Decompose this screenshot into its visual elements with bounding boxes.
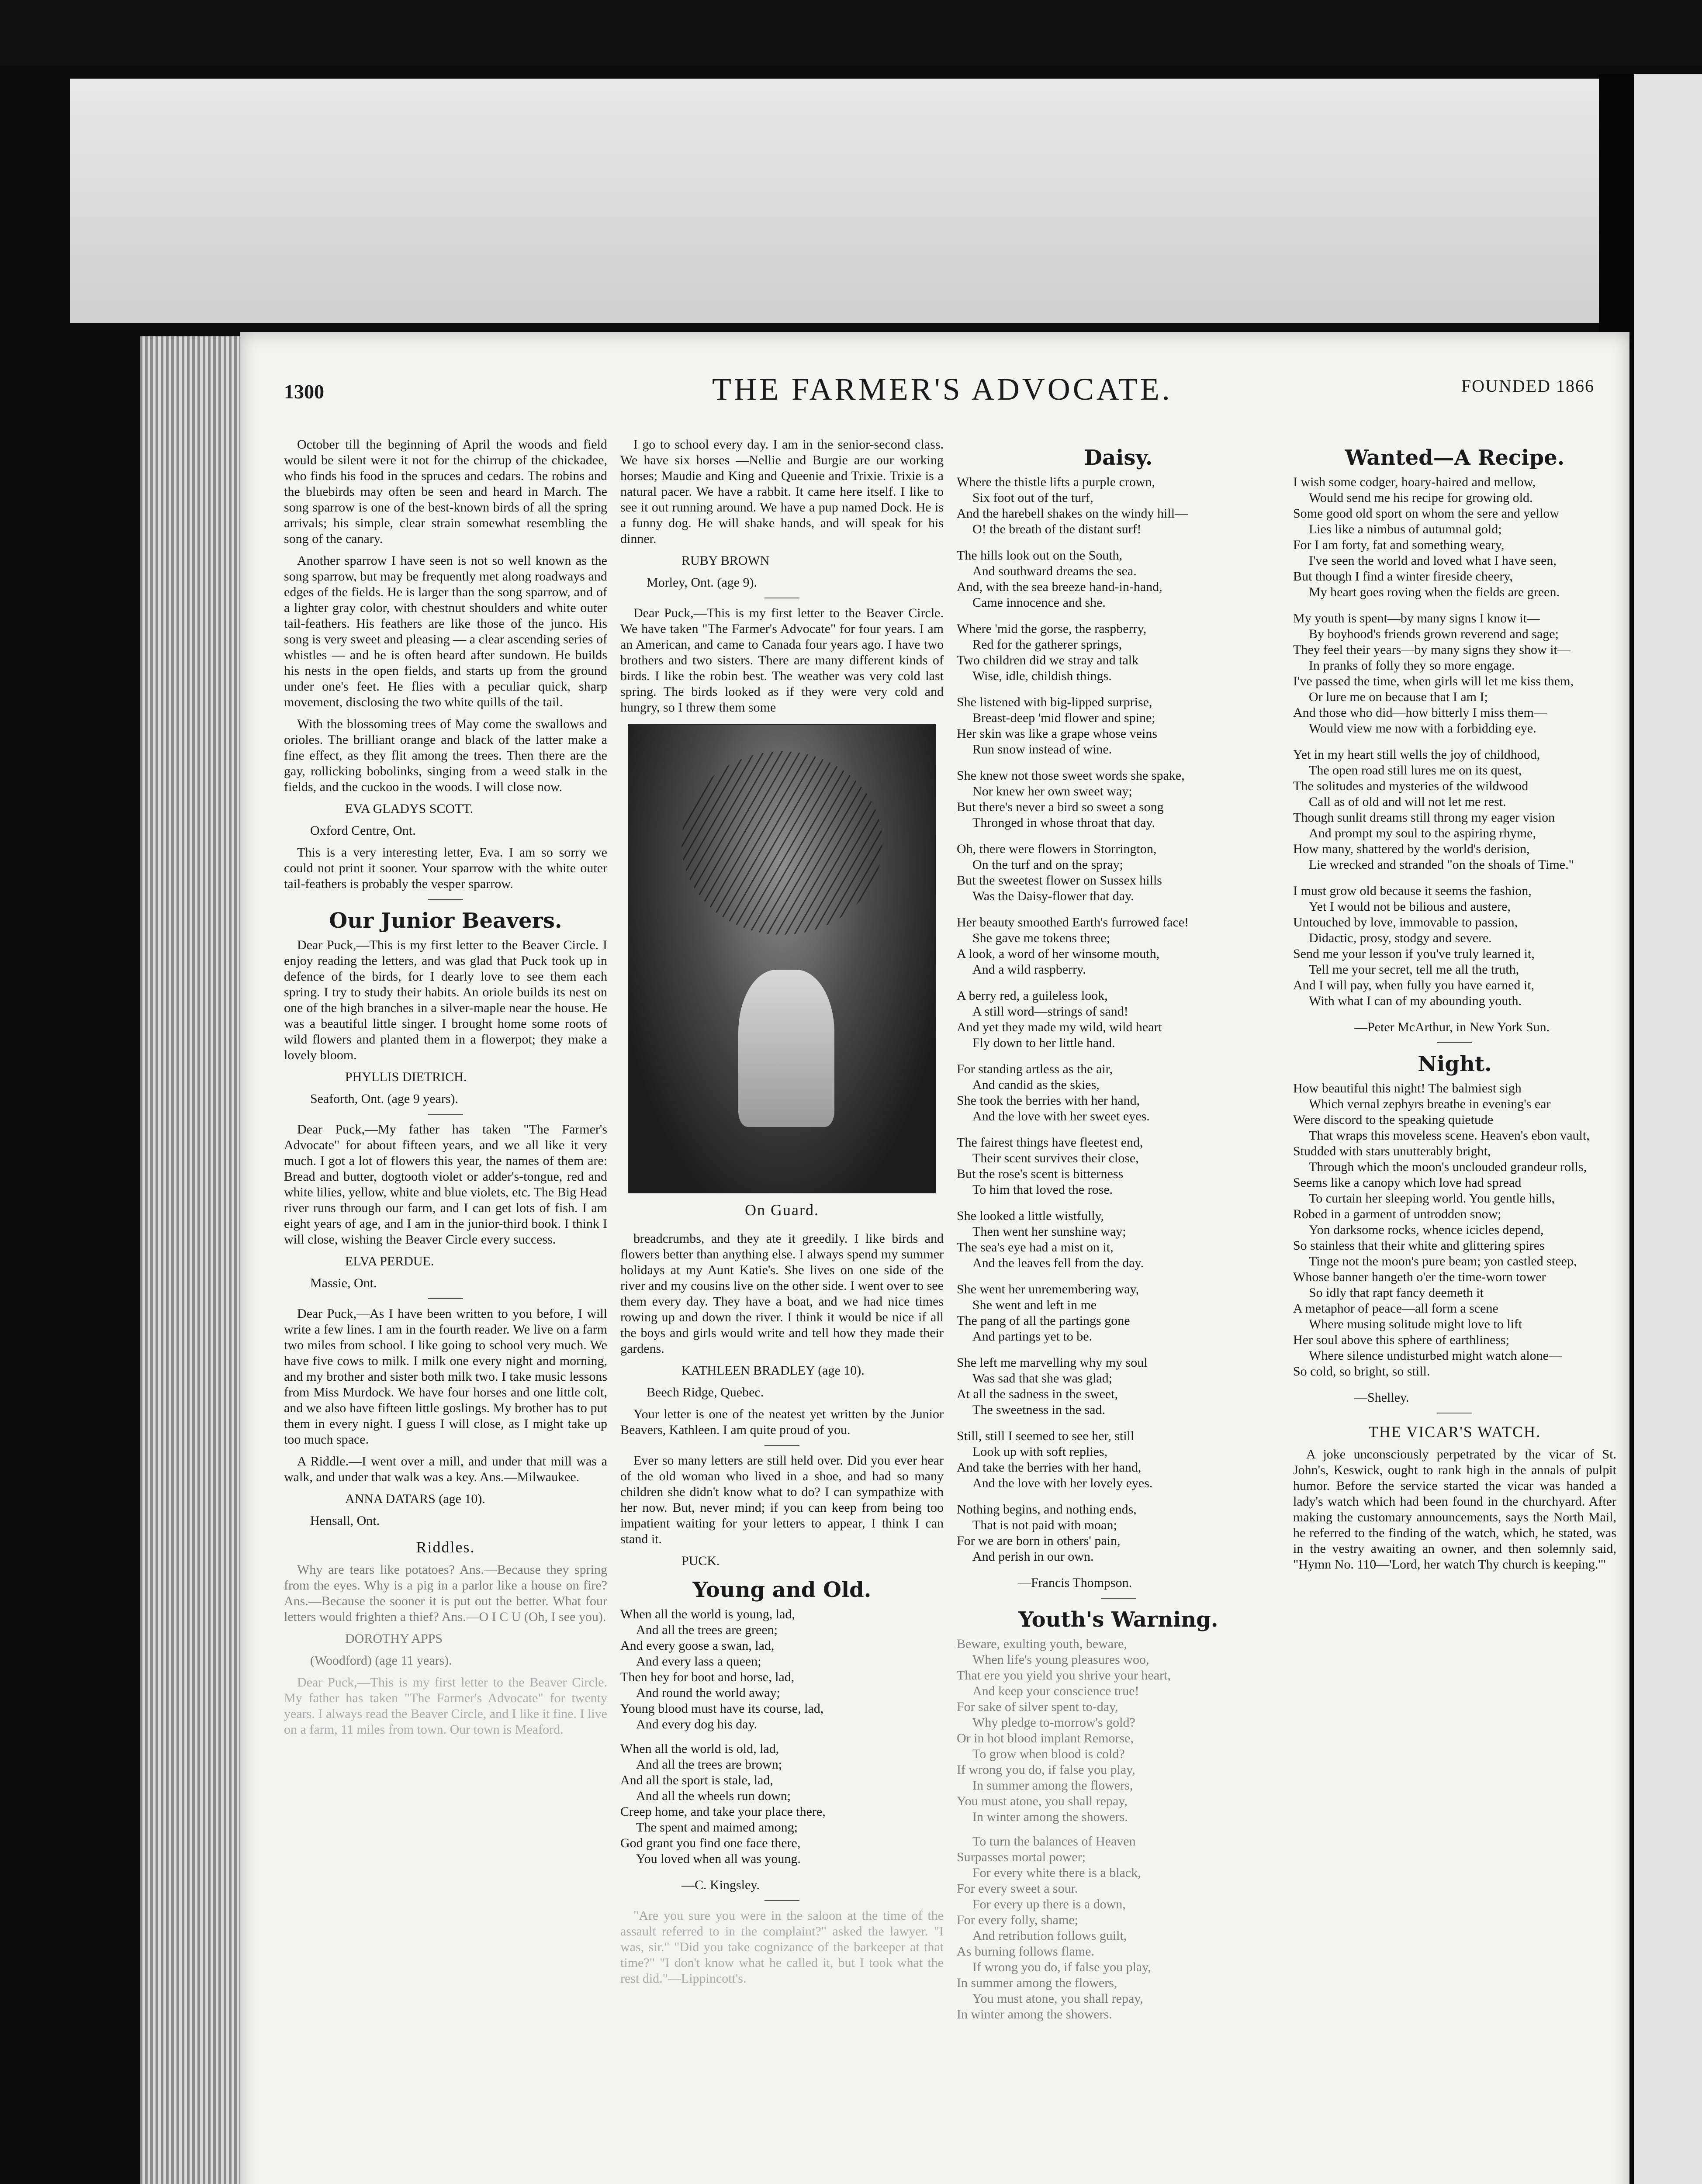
poem-line: Where the thistle lifts a purple crown, [957,475,1155,489]
poem-author: —Francis Thompson. [1018,1576,1132,1590]
poem-line: And a wild raspberry. [972,962,1086,977]
poem-line: Look up with soft replies, [972,1444,1108,1459]
poem-line: Then hey for boot and horse, lad, [620,1670,795,1684]
stanza [957,988,1280,1051]
poem-line: That is not paid with moan; [972,1518,1117,1532]
signature: PHYLLIS DIETRICH. [345,1070,467,1084]
stanza [957,695,1280,757]
stanza [957,548,1280,611]
stanza [957,1282,1280,1344]
poem-line: Where 'mid the gorse, the raspberry, [957,622,1147,636]
signature: KATHLEEN BRADLEY (age 10). [681,1363,865,1378]
poem-line: Wise, idle, childish things. [972,669,1112,683]
letter: I go to school every day. I am in the senior-second class. We have six horses —Nellie and Burgie are our working horses; Maudie and King and Queenie and Trixie. Trixie is a natural pacer. We have a rabbit. It came here itself. I like to see it out running around. We have a pup named Dock. He is a funny dog. He will shake hands, and will speak for his dinner. [620,437,944,546]
poem-line: Would send me his recipe for growing old. [1309,491,1533,505]
tree-image [681,751,882,935]
poem-line: Beware, exulting youth, beware, [957,1637,1127,1651]
poem-line: Yet in my heart still wells the joy of childhood, [1293,747,1540,762]
poem-line: Two children did we stray and talk [957,653,1139,667]
poem-line: Call as of old and will not let me rest. [1309,795,1506,809]
stanza-gap [957,1825,1280,1834]
poem-line: She left me marvelling why my soul [957,1355,1148,1370]
poem-line: How many, shattered by the world's derision, [1293,842,1530,856]
poem-line: Send me your lesson if you've truly learned it, [1293,947,1535,961]
poem-line: And partings yet to be. [972,1329,1093,1344]
poem-line: They feel their years—by many signs they show it— [1293,643,1571,657]
column-2 [620,437,944,1993]
poem-line: And the harebell shakes on the windy hill— [957,506,1188,521]
location: Oxford Centre, Ont. [310,823,416,838]
poem-line: For every folly, shame; [957,1913,1078,1927]
riddles-heading: Riddles. [416,1538,475,1556]
poem-line: Though sunlit dreams still throng my eager vision [1293,810,1555,825]
poem-line: A look, a word of her winsome mouth, [957,947,1160,961]
letter: Dear Puck,—As I have been written to you before, I will write a few lines. I am in the fourth reader. We live on a farm two miles from school. I like going to school very much. We have five cows to milk. I milk one every night and morning, and my brother and sister both milk two. I take music lessons from Miss Murdock. We have four horses and one little colt, and we also have fifteen little goslings. My brother has to put them in every night. I guess I will close, as I might take up too much space. [284,1306,607,1447]
page-header [284,371,1595,411]
poem-line: Thronged in whose throat that day. [972,816,1155,830]
poem-line: Red for the gatherer springs, [972,637,1122,652]
poem-line: And southward dreams the sea. [972,564,1137,578]
poem-line: Seems like a canopy which love had spread [1293,1175,1522,1190]
poem-author: —Peter McArthur, in New York Sun. [1354,1020,1550,1034]
poem-line: And all the wheels run down; [636,1789,791,1803]
poem-line: The sweetness in the sad. [972,1403,1106,1417]
poem-title: Wanted—A Recipe. [1345,446,1565,470]
poem-line: Nothing begins, and nothing ends, [957,1502,1137,1517]
poem-line: Through which the moon's unclouded grandeur rolls, [1309,1160,1587,1174]
poem-line: Where silence undisturbed might watch alone— [1309,1348,1562,1363]
poem [1293,1081,1616,1379]
poem-line: For sake of silver spent to-day, [957,1700,1118,1714]
poem-line: She knew not those sweet words she spake, [957,768,1185,783]
poem-line: Her skin was like a grape whose veins [957,726,1158,741]
poem-line: Would view me now with a forbidding eye. [1309,721,1536,736]
poem-author: —Shelley. [1354,1390,1409,1405]
poem-line: Untouched by love, immovable to passion, [1293,915,1518,930]
poem-line: Some good old sport on whom the sere and yellow [1293,506,1560,521]
poem-line: Young blood must have its course, lad, [620,1701,824,1716]
poem-line: Creep home, and take your place there, [620,1804,826,1819]
editor-note: Ever so many letters are still held over. Did you ever hear of the old woman who lived in a shoe, and had so many children she didn't know what to do? I can sympathize with her now. But, never mind; if you can keep from being too impatient waiting for your letters to appear, I think I can stand it. [620,1453,944,1546]
poem-line: I've passed the time, when girls will let me kiss them, [1293,674,1574,688]
poem-line: And those who did—how bitterly I miss them— [1293,705,1547,720]
article-paragraph: A joke unconsciously perpetrated by the vicar of St. John's, Keswick, ought to rank high in the annals of pulpit humor. Before the service started the vicar was handed a lady's watch which had been found in the churchyard. After making the customary announcements, says the North Mail, he referred to the finding of the watch, which, he stated, was in the vestry awaiting an owner, and then solemnly said, "Hymn No. 110—'Lord, her watch Thy church is keeping.'" [1293,1447,1616,1572]
poem-line: A berry red, a guileless look, [957,988,1108,1003]
stanza [1293,1081,1616,1379]
divider [765,1445,799,1446]
poem-line: And all the trees are brown; [636,1757,782,1772]
poem-line: The fairest things have fleetest end, [957,1135,1143,1150]
poem-line: I've seen the world and loved what I have seen, [1309,553,1557,568]
stanza [957,1208,1280,1271]
poem-line: And all the trees are green; [636,1623,778,1637]
stanza [957,915,1280,978]
poem-line: She gave me tokens three; [972,931,1110,945]
poem-line: I must grow old because it seems the fashion, [1293,884,1532,898]
poem-line: But the sweetest flower on Sussex hills [957,873,1162,888]
poem-line: And every dog his day. [636,1717,758,1731]
stanza [957,1135,1280,1198]
poem-line: She listened with big-lipped surprise, [957,695,1152,709]
poem-line: In winter among the showers. [972,1810,1128,1824]
stanza [957,1428,1280,1491]
poem-line: For every sweet a sour. [957,1881,1078,1896]
poem-title: Night. [1418,1052,1492,1076]
poem-line: Whose banner hangeth o'er the time-worn tower [1293,1270,1546,1284]
location: Morley, Ont. (age 9). [647,575,757,590]
poem-line: Or lure me on because that I am I; [1309,690,1488,704]
poem-line: So idly that rapt fancy deemeth it [1309,1286,1484,1300]
poem-line: And the love with her lovely eyes. [972,1476,1153,1490]
stanza [957,474,1280,537]
poem-line: And all the sport is stale, lad, [620,1773,773,1787]
newspaper-page [240,332,1629,2184]
stanza [957,621,1280,684]
poem-line: If wrong you do, if false you play, [957,1762,1135,1777]
poem-line: And every lass a queen; [636,1654,761,1669]
poem-title: Youth's Warning. [1018,1607,1218,1632]
child-figure-image [738,970,834,1127]
adjacent-page-edge [1634,74,1702,2184]
poem-line: The pang of all the partings gone [957,1313,1130,1328]
poem-line: To him that loved the rose. [972,1182,1113,1197]
poem-line: For we are born in others' pain, [957,1534,1121,1548]
anecdote: "Are you sure you were in the saloon at the time of the assault referred to in the complaint?" asked the lawyer. "I was, sir." "Did you take cognizance of the barkeeper at that time?" "I don't know what he called it, but I took what the rest did."—Lippincott's. [620,1908,944,1986]
poem-line: And retribution follows guilt, [972,1928,1127,1943]
poem-line: And prompt my soul to the aspiring rhyme, [1309,826,1536,840]
letter: Dear Puck,—This is my first letter to the Beaver Circle. My father has taken "The Farmer's Advocate" for twenty years. I always read the Beaver Circle, and I like it fine. I live on a farm, 11 miles from town. Our town is Meaford. [284,1675,607,1737]
poem-line: If wrong you do, if false you play, [972,1960,1151,1974]
poem-line: But the rose's scent is bitterness [957,1167,1124,1181]
stanza [1293,474,1616,600]
location: Beech Ridge, Quebec. [647,1385,764,1400]
poem-line: Were discord to the speaking quietude [1293,1113,1494,1127]
poem-line: How beautiful this night! The balmiest sigh [1293,1081,1522,1095]
poem-line: My youth is spent—by many signs I know it— [1293,611,1540,625]
poem-line: Her beauty smoothed Earth's furrowed face! [957,915,1189,930]
article-paragraph: October till the beginning of April the woods and field would be silent were it not for the chirrup of the chickadee, who finds his food in the spruces and cedars. The robins and the bluebirds may often be seen and heard in March. The song sparrow is one of the best-known birds of all the spring arrivals; his simple, clear strain somewhat resembling the song of the canary. [284,437,607,546]
poem-line: In winter among the showers. [957,2007,1112,2022]
location: Massie, Ont. [310,1276,377,1290]
poem-line: Where musing solitude might love to lift [1309,1317,1522,1331]
poem-line: You loved when all was young. [636,1852,801,1866]
poem-line: For every up there is a down, [972,1897,1126,1911]
poem-line: And every goose a swan, lad, [620,1638,775,1653]
riddles-text: Why are tears like potatoes? Ans.—Because they spring from the eyes. Why is a pig in a parlor like a house on fire? Ans.—Because the sooner it is put out the better. What four letters would frighten a thief? Ans.—O I C U (Oh, I see you). [284,1562,607,1624]
poem-line: And take the berries with her hand, [957,1460,1142,1475]
poem [620,1607,944,1867]
poem-line: But though I find a winter fireside cheery, [1293,569,1513,584]
poem-line: So cold, so bright, so still. [1293,1364,1430,1379]
poem-line: But there's never a bird so sweet a song [957,800,1164,814]
poem-line: By boyhood's friends grown reverend and sage; [1309,627,1559,641]
poem-line: Surpasses mortal power; [957,1850,1086,1864]
photograph [628,724,936,1193]
signature: EVA GLADYS SCOTT. [345,802,474,816]
article-paragraph: Another sparrow I have seen is not so well known as the song sparrow, but may be frequently met along roadways and edges of the fields. He is larger than the song sparrow, and of a lighter gray color, with chestnut shoulders and white outer tail-feathers. His feathers are like those of the junco. His song is very sweet and pleasing — a clear ascending series of whistles — and he is often heard after sundown. He builds his nests in the open fields, and starts up from the ground under one's feet. He flies with a peculiar quick, sharp movement, disclosing the two white quills of the tail. [284,553,607,709]
editor-reply: This is a very interesting letter, Eva. I am so sorry we could not print it sooner. Your sparrow with the white outer tail-feathers is probably the vesper sparrow. [284,845,607,891]
poem-line: O! the breath of the distant surf! [972,522,1142,536]
divider [1437,1042,1472,1043]
location: Seaforth, Ont. (age 9 years). [310,1092,459,1106]
poem-line: Then went her sunshine way; [972,1224,1126,1239]
riddle: A Riddle.—I went over a mill, and under that mill was a walk, and under that walk was a key. Ans.—Milwaukee. [284,1454,607,1484]
poem-line: Run snow instead of wine. [972,742,1112,757]
poem-line: The hills look out on the South, [957,548,1123,563]
poem-line: Tell me your secret, tell me all the truth, [1309,962,1519,977]
poem-line: And perish in our own. [972,1549,1094,1564]
signature: PUCK. [681,1554,720,1568]
stanza [957,1355,1280,1418]
poem-line: Still, still I seemed to see her, still [957,1429,1135,1443]
poem [1293,474,1616,1009]
poem-line: My heart goes roving when the fields are green. [1309,585,1560,599]
poem-line: She went and left in me [972,1298,1097,1312]
poem-line: When all the world is old, lad, [620,1742,779,1756]
stanza [957,841,1280,904]
poem-line: Yon darksome rocks, whence icicles depend, [1309,1223,1544,1237]
poem-line: Six foot out of the turf, [972,491,1093,505]
poem-line: You must atone, you shall repay, [972,1991,1143,2006]
article-paragraph: With the blossoming trees of May come the swallows and orioles. The brilliant orange and black of the latter make a fine effect, as they flit among the trees. Then there are the gay, rollicking bobolinks, singing from a weed stalk in the fields, and the cuckoo in the woods. I will close now. [284,717,607,794]
poem-line: Their scent survives their close, [972,1151,1139,1165]
poem-line: In summer among the flowers, [972,1778,1133,1793]
poem-line: And the leaves fell from the day. [972,1256,1144,1270]
poem-line: As burning follows flame. [957,1944,1094,1959]
divider [428,1298,463,1299]
poem-line: The spent and maimed among; [636,1820,798,1835]
poem-line: Oh, there were flowers in Storrington, [957,842,1157,856]
poem-line: Nor knew her own sweet way; [972,784,1132,798]
stanza [1293,611,1616,736]
founded-label: FOUNDED 1866 [1461,376,1595,396]
location: Hensall, Ont. [310,1514,380,1528]
poem-line: To curtain her sleeping world. You gentle hills, [1309,1191,1555,1206]
poem-line: For standing artless as the air, [957,1062,1113,1076]
letter: breadcrumbs, and they ate it greedily. I like birds and flowers better than anything else. I always spend my summer holidays at my Aunt Katie's. She lives on one side of the river and my cousins live on the other side. I went over to see them every day. They have a boat, and we had nice times rowing up and down the river. I think it would be nice if all the boys and girls would write and tell how they made their gardens. [620,1231,944,1356]
poem-line: So stainless that their white and glittering spires [1293,1238,1545,1253]
location: (Woodford) (age 11 years). [310,1653,452,1668]
poem-line: Yet I would not be bilious and austere, [1309,899,1511,914]
column-4 [1293,437,1616,1579]
poem-line: The solitudes and mysteries of the wildwood [1293,779,1529,793]
poem-line: God grant you find one face there, [620,1836,801,1850]
letter: Dear Puck,—This is my first letter to the Beaver Circle. I enjoy reading the letters, and was glad that Puck took up in defence of the birds, for I dearly love to see them each spring. I try to study their habits. An oriole builds its nest on one of the high branches in a silver-maple near the house. He was a beautiful little singer. I brought home some roots of wild flowers and planted them in a flowerpot; they make a lovely bloom. [284,938,607,1062]
stanza [1293,883,1616,1009]
poem-line: And round the world away; [636,1686,780,1700]
stanza [1293,747,1616,873]
stanza [957,768,1280,831]
masthead-title: THE FARMER'S ADVOCATE. [712,372,1173,407]
poem-author: —C. Kingsley. [681,1878,760,1892]
letter: Dear Puck,—This is my first letter to the Beaver Circle. We have taken "The Farmer's Advocate" for four years. I am an American, and came to Canada four years ago. I have two brothers and two sisters. There are many different kinds of birds. I like the robin best. The weather was very cold last spring. The birds looked as if they were very cold and hungry, so I threw them some [620,606,944,715]
poem-line: For every white there is a black, [972,1866,1141,1880]
film-edge [0,0,1702,66]
poem-line: Lie wrecked and stranded "on the shoals of Time." [1309,857,1574,872]
column-3 [957,437,1280,2033]
signature: RUBY BROWN [681,553,770,568]
poem-line: And candid as the skies, [972,1078,1100,1092]
poem-line: The sea's eye had a mist on it, [957,1240,1114,1254]
poem-line: Why pledge to-morrow's gold? [972,1715,1135,1730]
poem-line: You must atone, you shall repay, [957,1794,1128,1808]
photo-caption: On Guard. [745,1201,819,1219]
poem-line: That wraps this moveless scene. Heaven's ebon vault, [1309,1128,1590,1143]
poem [957,474,1280,1565]
stanza [957,1061,1280,1124]
poem-line: At all the sadness in the sweet, [957,1387,1118,1401]
poem-line: For I am forty, fat and something weary, [1293,538,1505,552]
poem-line: She went her unremembering way, [957,1282,1139,1296]
page-number: 1300 [284,380,324,403]
poem [957,1636,1280,2022]
poem-line: She took the berries with her hand, [957,1093,1140,1108]
poem-line: And, with the sea breeze hand-in-hand, [957,580,1162,594]
poem-line: Lies like a nimbus of autumnal gold; [1309,522,1502,536]
poem-line: The open road still lures me on its quest, [1309,763,1522,778]
poem-line: A metaphor of peace—all form a scene [1293,1301,1498,1316]
poem-line: I wish some codger, hoary-haired and mellow, [1293,475,1536,489]
poem-line: Came innocence and she. [972,595,1106,610]
poem-line: When all the world is young, lad, [620,1607,795,1621]
page-edges [140,336,240,2184]
poem-line: Was sad that she was glad; [972,1371,1113,1386]
poem-line: Which vernal zephyrs breathe in evening's ear [1309,1097,1551,1111]
poem-title: Daisy. [1084,446,1153,470]
signature: DOROTHY APPS [345,1631,443,1646]
article-heading: THE VICAR'S WATCH. [1368,1423,1541,1441]
poem-line: And keep your conscience true! [972,1684,1139,1698]
divider [428,899,463,900]
poem-line: She looked a little wistfully, [957,1209,1104,1223]
poem-line: To grow when blood is cold? [972,1747,1125,1761]
poem-line: Fly down to her little hand. [972,1036,1115,1050]
poem-line: And the love with her sweet eyes. [972,1109,1150,1123]
poem-title: Young and Old. [692,1578,872,1602]
column-1 [284,437,607,1744]
signature: ELVA PERDUE. [345,1254,434,1268]
poem-line: A still word—strings of sand! [972,1004,1128,1019]
poem-line: Or in hot blood implant Remorse, [957,1731,1134,1745]
poem-line: Didactic, prosy, stodgy and severe. [1309,931,1492,945]
divider [428,1114,463,1115]
scan-background [70,79,1651,323]
poem-line: To turn the balances of Heaven [972,1834,1136,1849]
poem-line: That ere you yield you shrive your heart, [957,1668,1171,1683]
poem-line: Her soul above this sphere of earthliness; [1293,1333,1509,1347]
poem-line: When life's young pleasures woo, [972,1652,1149,1667]
divider [1101,1598,1136,1599]
poem-line: Tinge not the moon's pure beam; yon castled steep, [1309,1254,1577,1268]
poem-line: Was the Daisy-flower that day. [972,889,1134,903]
stanza-gap [620,1732,944,1741]
poem-line: And yet they made my wild, wild heart [957,1020,1162,1034]
signature: ANNA DATARS (age 10). [345,1492,485,1506]
poem-line: Robed in a garment of untrodden snow; [1293,1207,1501,1221]
poem-line: In pranks of folly they so more engage. [1309,658,1515,673]
stanza [957,1636,1280,2022]
poem-line: And I will pay, when fully you have earned it, [1293,978,1535,992]
editor-reply: Your letter is one of the neatest yet written by the Junior Beavers, Kathleen. I am quite proud of you. [620,1407,944,1437]
poem-line: In summer among the flowers, [957,1976,1117,1990]
divider [765,1900,799,1901]
poem-line: Studded with stars unutterably bright, [1293,1144,1491,1158]
section-heading: Our Junior Beavers. [329,909,562,933]
letter: Dear Puck,—My father has taken "The Farmer's Advocate" for about fifteen years, and we all like it very much. I got a lot of flowers this year, the names of them are: Bread and butter, dogtooth violet or adder's-tongue, red and white lilies, yellow, white and blue violets, etc. The Big Head river runs through our farm, and I can get lots of fish. I am eight years of age, and I am in the junior-third book. I think I will close, wishing the Beaver Circle every success. [284,1122,607,1247]
poem-line: On the turf and on the spray; [972,857,1123,872]
stanza [957,1502,1280,1565]
poem-line: Breast-deep 'mid flower and spine; [972,711,1155,725]
poem-line: With what I can of my abounding youth. [1309,994,1522,1008]
